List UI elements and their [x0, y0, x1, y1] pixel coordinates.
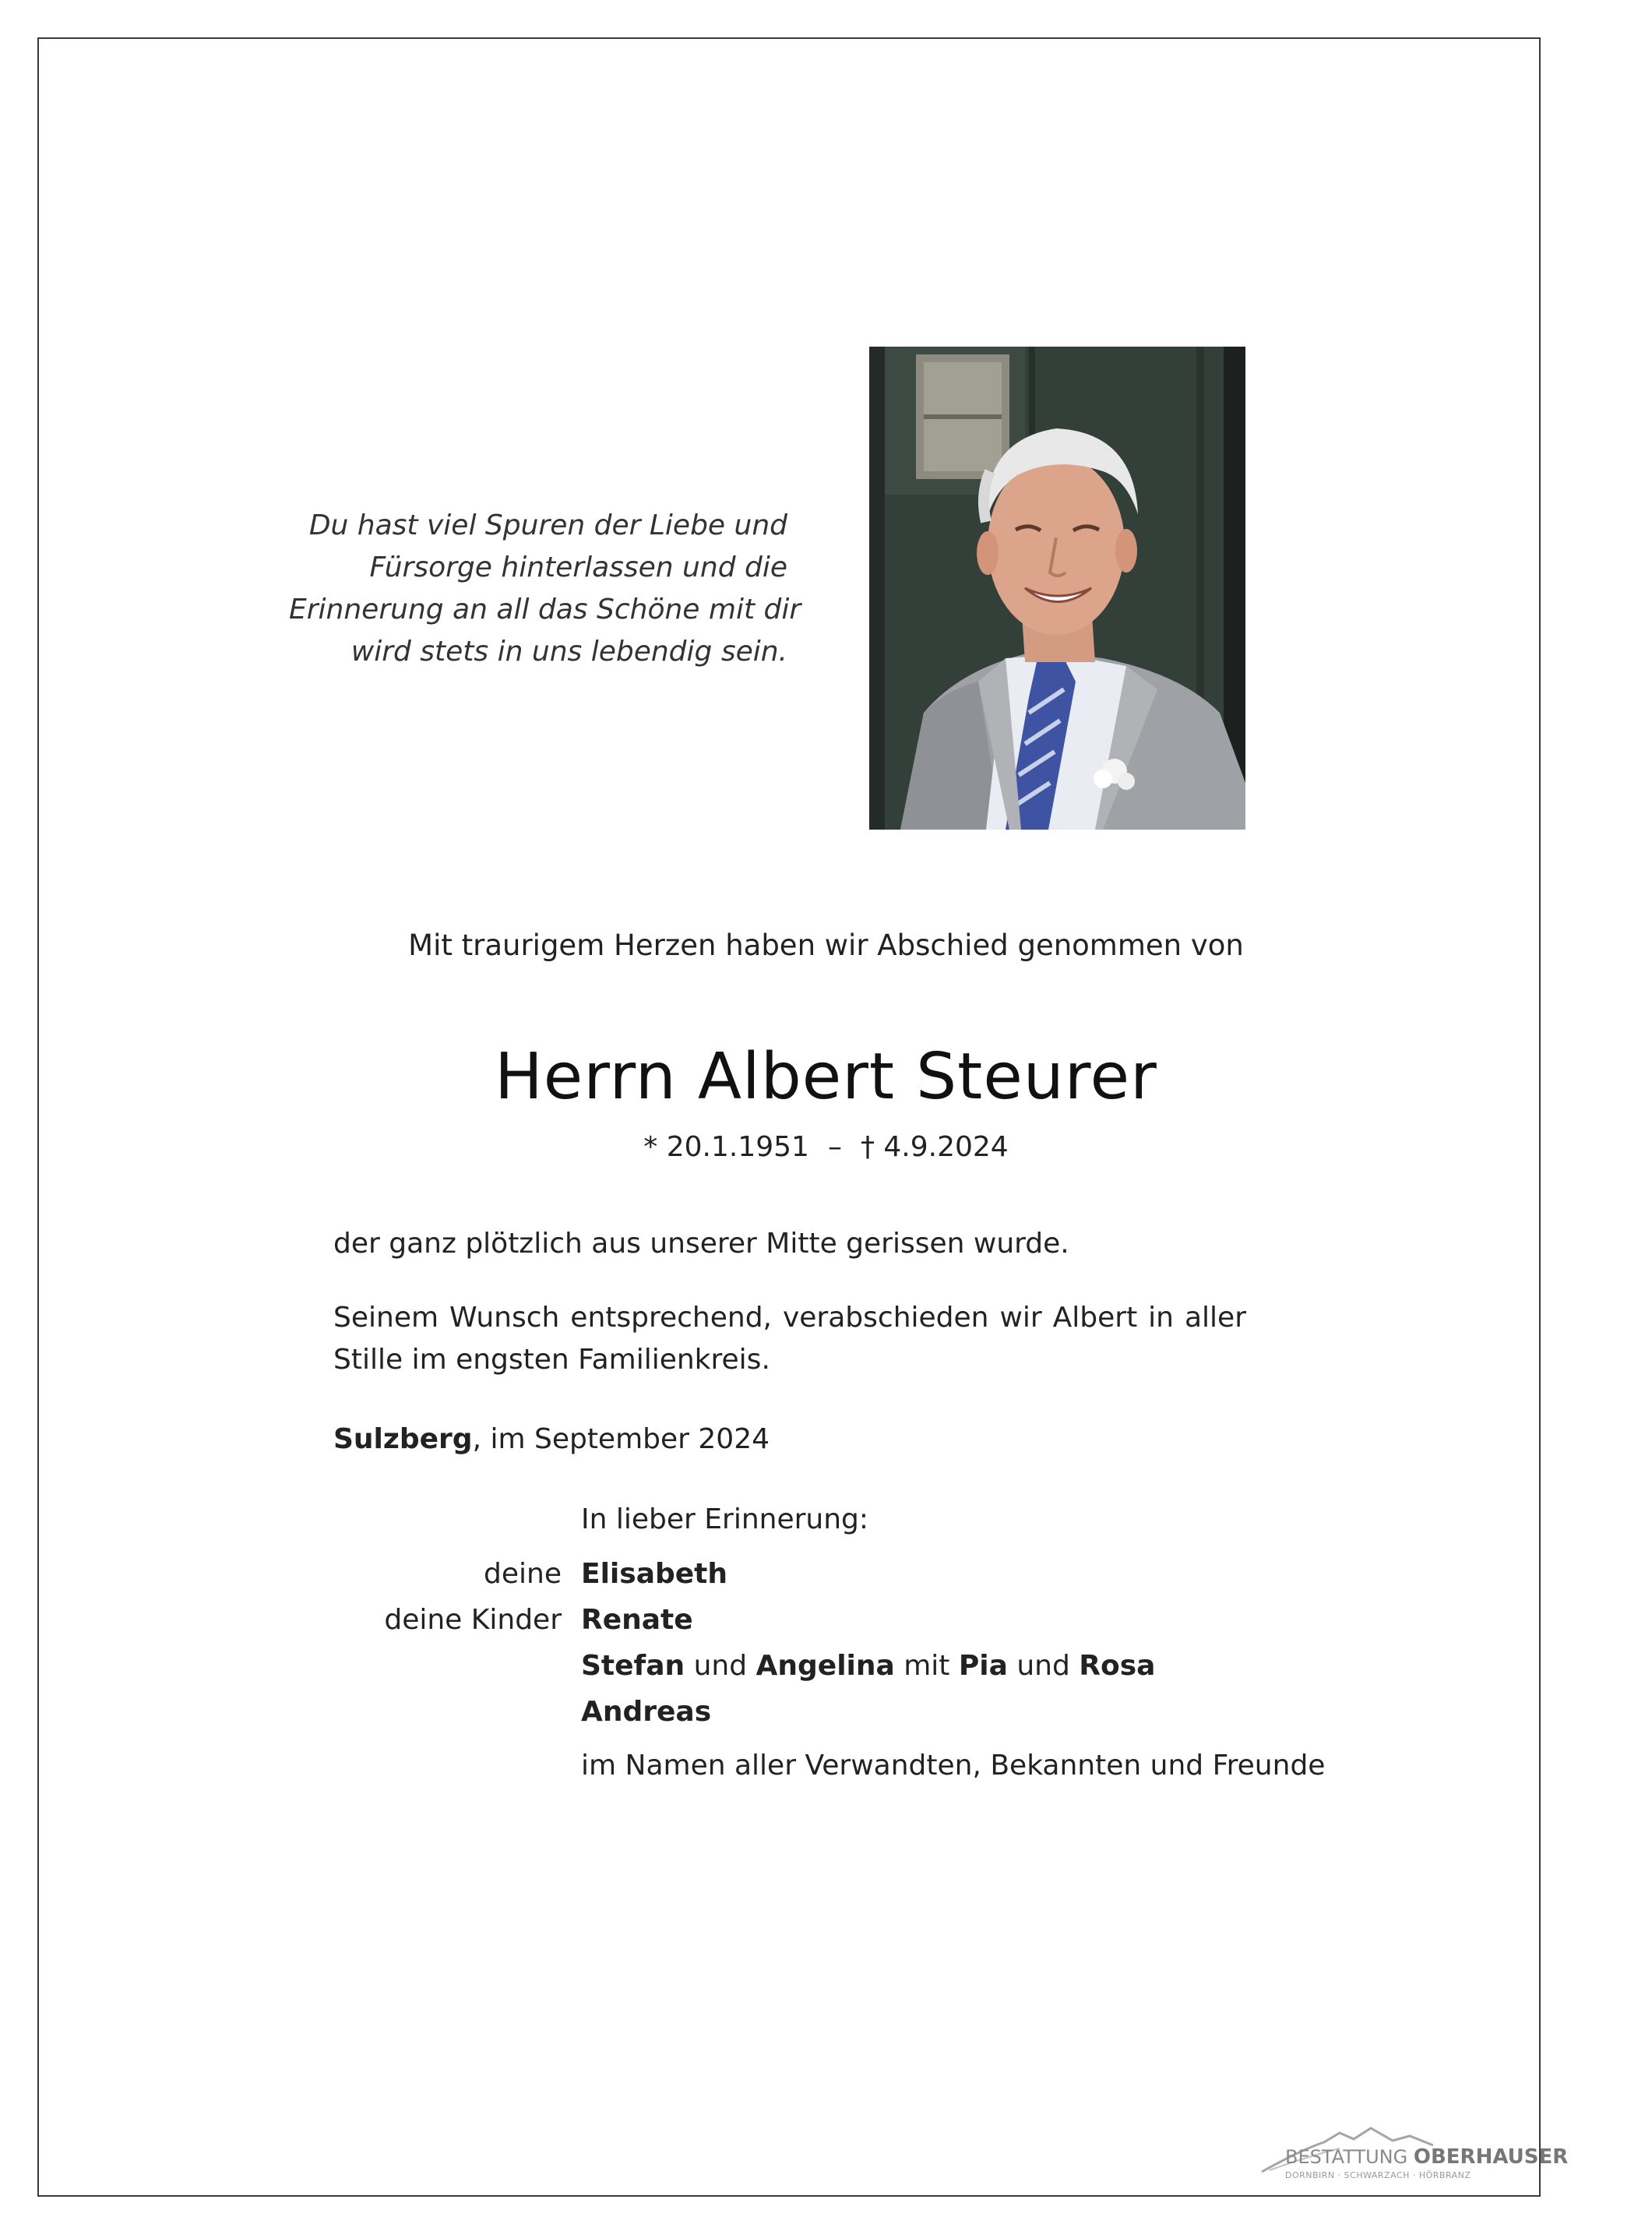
wife-name: Elisabeth: [581, 1558, 728, 1590]
paragraph-wish: Seinem Wunsch entsprechend, verabschieden wir Albert in aller Stille im engsten Familienkreis.: [333, 1302, 1246, 1376]
child-family-line: [581, 1650, 1155, 1682]
grandchild-name: Rosa: [1079, 1650, 1156, 1682]
quote-line: Erinnerung an all das Schöne mit dir: [289, 594, 801, 626]
quote-line: Du hast viel Spuren der Liebe und: [308, 509, 787, 541]
logo-locations: DORNBIRN · SCHWARZACH · HÖRBRANZ: [1285, 2170, 1471, 2180]
deceased-name: Herrn Albert Steurer: [495, 1040, 1157, 1114]
child-name: Renate: [581, 1604, 693, 1636]
logo-wordmark: [1285, 2145, 1568, 2169]
intro-text: Mit traurigem Herzen haben wir Abschied genommen von: [408, 929, 1244, 962]
closing-line: im Namen aller Verwandten, Bekannten und Freunde: [581, 1750, 1326, 1782]
memorial-quote: [289, 505, 801, 673]
quote-line: Fürsorge hinterlassen und die: [369, 552, 787, 583]
funeral-home-logo: [1254, 2119, 1569, 2189]
date-separator: –: [827, 1131, 842, 1163]
wife-label: deine: [484, 1558, 562, 1590]
place-date-line: [333, 1419, 1246, 1461]
death-date: † 4.9.2024: [860, 1131, 1009, 1163]
portrait-photo: [869, 347, 1245, 830]
birth-date: * 20.1.1951: [643, 1131, 809, 1163]
connector-text: und: [685, 1650, 756, 1682]
quote-line: wird stets in uns lebendig sein.: [350, 636, 787, 668]
life-dates: [0, 1131, 1652, 1163]
grandchild-name: Pia: [958, 1650, 1008, 1682]
children-label: deine Kinder: [384, 1604, 562, 1636]
place-name: Sulzberg: [333, 1423, 473, 1455]
connector-text: mit: [894, 1650, 959, 1682]
partner-name: Angelina: [756, 1650, 895, 1682]
logo-word2: OBERHAUSER: [1413, 2145, 1569, 2169]
paragraph-sudden: der ganz plötzlich aus unserer Mitte gerissen wurde.: [333, 1228, 1069, 1260]
page-frame: [37, 37, 1541, 2197]
date-text: , im September 2024: [472, 1423, 770, 1455]
memory-heading: In lieber Erinnerung:: [581, 1503, 869, 1535]
child-name: Andreas: [581, 1696, 712, 1728]
connector-text: und: [1007, 1650, 1080, 1682]
logo-word1: BESTATTUNG: [1285, 2146, 1408, 2168]
child-name: Stefan: [581, 1650, 685, 1682]
